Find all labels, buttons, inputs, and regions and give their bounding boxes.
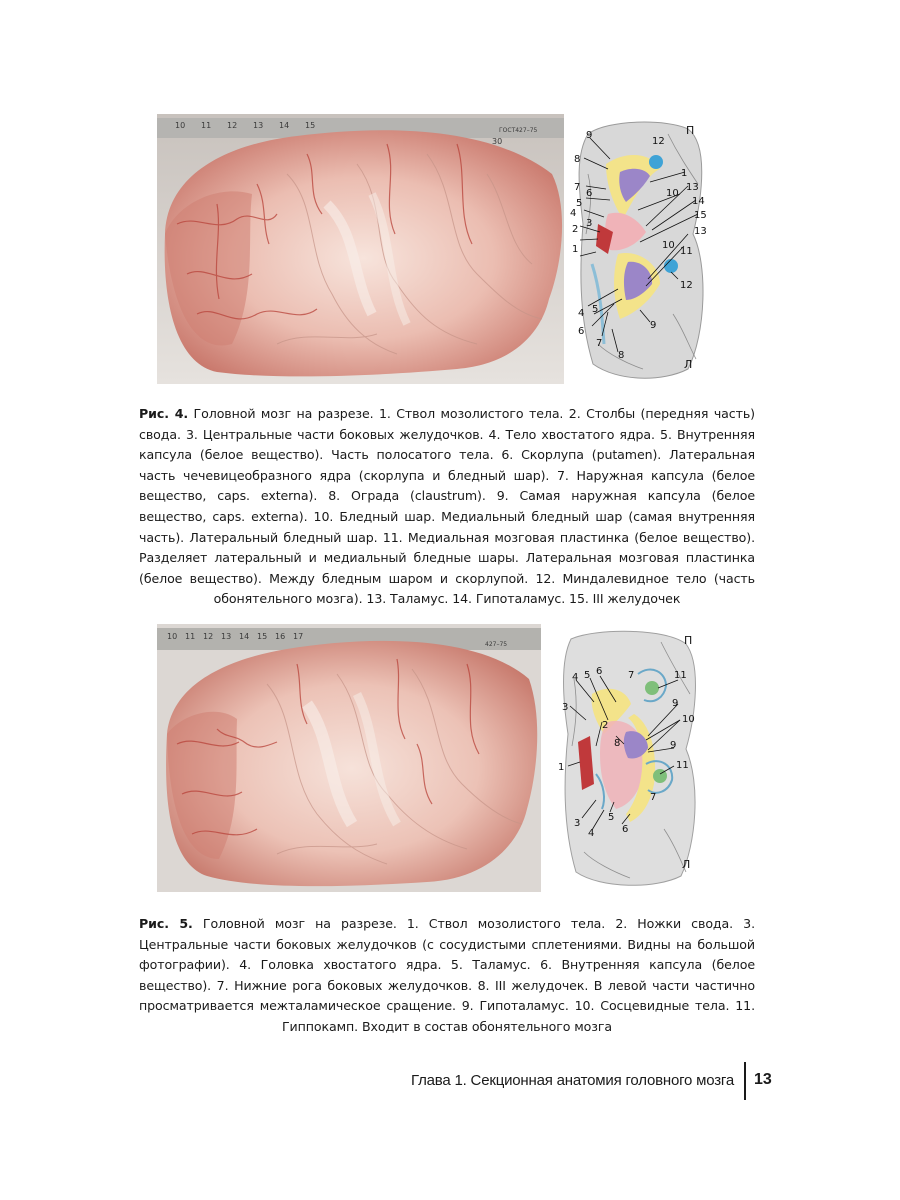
- schema-label: 5: [584, 670, 591, 681]
- figure5-photo: [157, 624, 541, 892]
- caption-label: Рис. 4.: [139, 406, 189, 421]
- schema-label: 12: [652, 136, 665, 147]
- schema-label: 4: [572, 672, 579, 683]
- schema-label: 4: [578, 308, 585, 319]
- side-label-bottom: Л: [682, 858, 691, 871]
- ruler-num: 17: [293, 632, 304, 641]
- schema-label: 11: [674, 670, 687, 681]
- schema-blue-bottom: [664, 259, 678, 273]
- figure4-photo: [157, 114, 564, 384]
- schema-label: 6: [622, 824, 629, 835]
- schema-label: 9: [650, 320, 657, 331]
- schema-label: 5: [576, 198, 583, 209]
- figure4-caption: [139, 404, 755, 610]
- figure5-caption: [139, 914, 755, 1038]
- ruler-num: 11: [201, 121, 212, 130]
- schema-label: 8: [618, 350, 625, 361]
- schema-label: 9: [670, 740, 677, 751]
- side-label-bottom: Л: [684, 358, 693, 371]
- schema-label: 10: [682, 714, 695, 725]
- schema-green-top: [645, 681, 659, 695]
- schema-label: 10: [666, 188, 679, 199]
- caption-text: Головной мозг на разрезе. 1. Ствол мозолистого тела. 2. Столбы (передняя часть) свода. 3. Центральные части боковых желудочков. 4. Тело хвостатого ядра. 5. Внутренняя капсула (белое вещество). Часть полосатого тела. 6. Скорлупа (putamen). Латеральная часть чечевицеобразного ядра (скорлупа и бледный шар). 7. Наружная капсула (белое вещество, caps. externa). 8. Ограда (claustrum). 9. Самая наружная капсула (белое вещество, caps. externa). 10. Бледный шар. Медиальный бледный шар (самая внутренняя часть). Латеральный бледный шар. 11. Медиальная мозговая пластинка (белое вещество). Разделяет латеральный и медиальный бледные шары. Латеральная мозговая пластинка (белое вещество). Между бледным шаром и скорлупой. 12. Миндалевидное тело (часть обонятельного мозга). 13. Таламус. 14. Гипоталамус. 15. III желудочек: [139, 406, 755, 607]
- schema-label: 5: [592, 304, 599, 315]
- schema-label: 1: [558, 762, 565, 773]
- schema-label: 11: [676, 760, 689, 771]
- ruler-num: 16: [275, 632, 286, 641]
- schema-label: 4: [570, 208, 577, 219]
- schema-label: 15: [694, 210, 707, 221]
- schema-label: 1: [572, 244, 579, 255]
- ruler-stamp: 427–75: [485, 641, 508, 648]
- ruler-num: 13: [253, 121, 264, 130]
- schema-label: 8: [614, 738, 621, 749]
- footer-divider: [744, 1062, 746, 1100]
- ruler-num: 12: [203, 632, 214, 641]
- ruler-num: 10: [175, 121, 186, 130]
- schema-label: 7: [650, 792, 657, 803]
- chapter-title: Глава 1. Секционная анатомия головного мозга: [411, 1072, 734, 1089]
- ruler-num: 10: [167, 632, 178, 641]
- schema-label: 7: [596, 338, 603, 349]
- schema-label: 3: [562, 702, 569, 713]
- schema-label: 2: [602, 720, 609, 731]
- schema-label: 6: [578, 326, 585, 337]
- ruler-num: 13: [221, 632, 232, 641]
- ruler-num: 11: [185, 632, 196, 641]
- schema-label: 14: [692, 196, 705, 207]
- ruler-num: 14: [239, 632, 250, 641]
- schema-label: 13: [686, 182, 699, 193]
- schema-label: 4: [588, 828, 595, 839]
- ruler-mark: 30: [492, 137, 503, 146]
- schema-label: 3: [586, 218, 593, 229]
- schema-label: 1: [681, 168, 688, 179]
- caption-label: Рис. 5.: [139, 916, 193, 931]
- figure4-schema: [568, 114, 718, 384]
- schema-label: 12: [680, 280, 693, 291]
- schema-label: 6: [596, 666, 603, 677]
- schema-label: 7: [574, 182, 581, 193]
- schema-label: 9: [586, 130, 593, 141]
- ruler-num: 14: [279, 121, 290, 130]
- caption-text: Головной мозг на разрезе. 1. Ствол мозолистого тела. 2. Ножки свода. 3. Центральные части боковых желудочков (с сосудистыми сплетениями. Видны на большой фотографии). 4. Головка хвостатого ядра. 5. Таламус. 6. Внутренняя капсула (белое вещество). 7. Нижние рога боковых желудочков. 8. III желудочек. В левой части частично просматривается межталамическое сращение. 9. Гипоталамус. 10. Сосцевидные тела. 11. Гиппокамп. Входит в состав обонятельного мозга: [139, 916, 755, 1034]
- side-label-top: П: [686, 124, 695, 137]
- schema-blue-top: [649, 155, 663, 169]
- figure5-schema: [556, 624, 706, 892]
- schema-label: 3: [574, 818, 581, 829]
- schema-label: 9: [672, 698, 679, 709]
- side-label-top: П: [684, 634, 693, 647]
- schema-label: 2: [572, 224, 579, 235]
- ruler-stamp: ГОСТ427–75: [499, 127, 538, 134]
- schema-label: 8: [574, 154, 581, 165]
- schema-label: 10: [662, 240, 675, 251]
- schema-label: 6: [586, 188, 593, 199]
- ruler-num: 15: [257, 632, 268, 641]
- ruler-num: 15: [305, 121, 316, 130]
- schema-label: 11: [680, 246, 693, 257]
- schema-label: 5: [608, 812, 615, 823]
- page-number: 13: [754, 1071, 772, 1088]
- schema-label: 13: [694, 226, 707, 237]
- ruler-num: 12: [227, 121, 238, 130]
- schema-label: 7: [628, 670, 635, 681]
